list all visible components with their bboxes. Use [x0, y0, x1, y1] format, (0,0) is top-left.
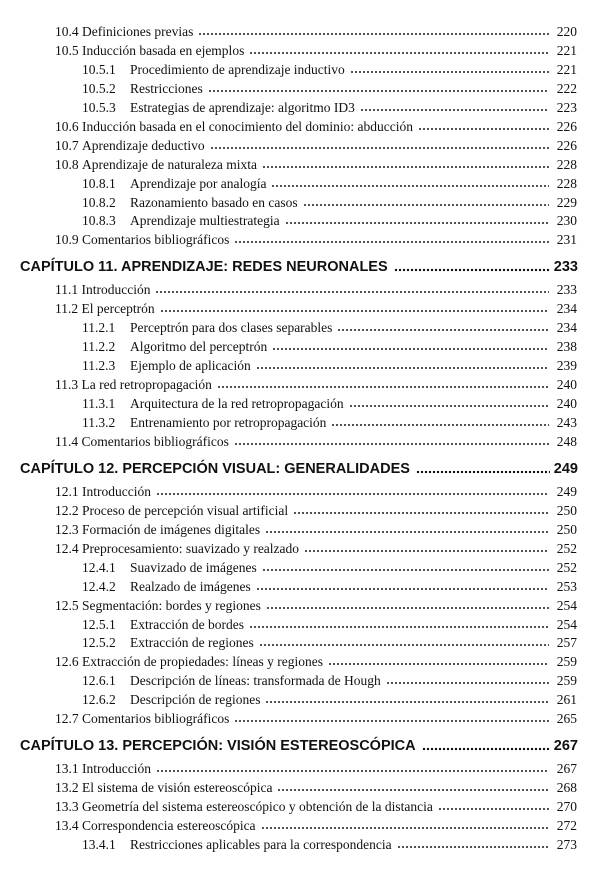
- entry-title: Procedimiento de aprendizaje inductivo: [130, 62, 345, 77]
- entry-number: 11.2: [55, 301, 82, 316]
- chapter-entry: [0, 460, 600, 479]
- toc-entry: [0, 690, 600, 709]
- entry-number: 11.1: [55, 282, 82, 297]
- entry-number: 12.6: [55, 654, 82, 669]
- entry-number: 11.2.3: [82, 358, 119, 373]
- entry-title: Descripción de líneas: transformada de Hough: [130, 673, 381, 688]
- entry-number: 10.5: [55, 43, 82, 58]
- entry-title: Aprendizaje de naturaleza mixta: [82, 157, 258, 172]
- toc-entry: [0, 174, 600, 193]
- entry-number: 12.5.2: [82, 635, 120, 650]
- entry-number: 13.2: [55, 780, 82, 795]
- page-number: 221: [556, 62, 577, 77]
- entry-title: Perceptrón para dos clases separables: [130, 320, 333, 335]
- page-number: 226: [556, 119, 577, 134]
- entry-number: 10.8.2: [82, 195, 120, 210]
- page-number: 234: [556, 301, 577, 316]
- entry-title: Algoritmo del perceptrón: [130, 339, 268, 354]
- toc-entry: [0, 558, 600, 577]
- dot-leader: [256, 366, 549, 370]
- entry-title: Entrenamiento por retropropagación: [130, 415, 327, 430]
- page-number: 267: [556, 761, 577, 776]
- page-number: 228: [556, 157, 577, 172]
- entry-title: Aprendizaje deductivo: [82, 138, 205, 153]
- entry-number: 13.4: [55, 818, 82, 833]
- toc-entry: [0, 394, 600, 413]
- dot-leader: [262, 568, 549, 572]
- page-number: 265: [556, 711, 577, 726]
- page-number: 240: [556, 377, 577, 392]
- dot-leader: [234, 240, 549, 244]
- toc-entry: [0, 117, 600, 136]
- entry-title: Inducción basada en el conocimiento del dominio: abducción: [82, 119, 414, 134]
- toc-entry: [0, 652, 600, 671]
- entry-number: 12.3: [55, 522, 82, 537]
- dot-leader: [261, 826, 549, 830]
- toc-entry: [0, 318, 600, 337]
- entry-title: Estrategias de aprendizaje: algoritmo ID3: [130, 100, 355, 115]
- entry-number: 11.3.2: [82, 415, 119, 430]
- entry-number: 11.4: [55, 434, 82, 449]
- toc-entry: [0, 356, 600, 375]
- page-number: 230: [556, 213, 577, 228]
- toc-entry: [0, 193, 600, 212]
- entry-number: 11.2.1: [82, 320, 119, 335]
- dot-leader: [360, 108, 549, 112]
- entry-title: Definiciones previas: [82, 24, 194, 39]
- page-number: 221: [556, 43, 577, 58]
- page-number: 234: [556, 320, 577, 335]
- toc-entry: [0, 539, 600, 558]
- toc-entry: [0, 22, 600, 41]
- page-number: 243: [556, 415, 577, 430]
- page-number: 238: [556, 339, 577, 354]
- entry-title: Extracción de bordes: [130, 617, 244, 632]
- entry-title: El sistema de visión estereoscópica: [82, 780, 273, 795]
- entry-number: 10.8.3: [82, 213, 120, 228]
- entry-number: 12.7: [55, 711, 82, 726]
- entry-title: Suavizado de imágenes: [130, 560, 257, 575]
- toc-entry: [0, 337, 600, 356]
- page-number: 223: [556, 100, 577, 115]
- entry-number: 10.9: [55, 232, 82, 247]
- page-number: 249: [553, 461, 578, 477]
- dot-leader: [259, 643, 549, 647]
- toc-entry: [0, 60, 600, 79]
- dot-leader: [265, 700, 549, 704]
- toc-entry: [0, 816, 600, 835]
- page-number: 250: [556, 522, 577, 537]
- page-number: 226: [556, 138, 577, 153]
- entry-title: Introducción: [81, 282, 151, 297]
- entry-title: Preprocesamiento: suavizado y realzado: [82, 541, 300, 556]
- entry-title: Ejemplo de aplicación: [130, 358, 251, 373]
- dot-leader: [328, 662, 549, 666]
- page-number: 250: [556, 503, 577, 518]
- entry-title: El perceptrón: [81, 301, 155, 316]
- entry-number: 13.4.1: [82, 837, 120, 852]
- dot-leader: [304, 549, 549, 553]
- entry-title: Geometría del sistema estereoscópico y obtención de la distancia: [82, 799, 433, 814]
- toc-entry: [0, 299, 600, 318]
- dot-leader: [210, 146, 549, 150]
- toc-entry: [0, 615, 600, 634]
- entry-title: Aprendizaje multiestrategia: [130, 213, 280, 228]
- page-number: 261: [556, 692, 577, 707]
- toc-entry: [0, 280, 600, 299]
- dot-leader: [418, 127, 549, 131]
- toc-entry: [0, 41, 600, 60]
- page-number: 254: [556, 598, 577, 613]
- entry-title: Comentarios bibliográficos: [81, 434, 229, 449]
- page-number: 233: [553, 259, 578, 275]
- toc-entry: [0, 155, 600, 174]
- toc-entry: [0, 501, 600, 520]
- entry-number: 11.3.1: [82, 396, 119, 411]
- dot-leader: [234, 719, 549, 723]
- entry-number: 11.3: [55, 377, 82, 392]
- page-number: 231: [556, 232, 577, 247]
- entry-number: 10.7: [55, 138, 82, 153]
- dot-leader: [397, 845, 549, 849]
- entry-number: 10.8.1: [82, 176, 120, 191]
- entry-title: Restricciones aplicables para la correspondencia: [130, 837, 392, 852]
- entry-title: Descripción de regiones: [130, 692, 261, 707]
- dot-leader: [303, 203, 549, 207]
- toc-entry: [0, 709, 600, 728]
- entry-title: Segmentación: bordes y regiones: [82, 598, 261, 613]
- dot-leader: [256, 587, 549, 591]
- dot-leader: [422, 747, 550, 751]
- entry-number: 13.3: [55, 799, 82, 814]
- entry-title: Comentarios bibliográficos: [82, 232, 230, 247]
- entry-title: Arquitectura de la red retropropagación: [130, 396, 344, 411]
- page-number: 259: [556, 673, 577, 688]
- dot-leader: [160, 309, 549, 313]
- chapter-entry: [0, 737, 600, 756]
- toc-entry: [0, 835, 600, 854]
- entry-title: Razonamiento basado en casos: [130, 195, 298, 210]
- toc-entry: [0, 577, 600, 596]
- entry-number: 11.2.2: [82, 339, 119, 354]
- page-number: 259: [556, 654, 577, 669]
- chapter-title: CAPÍTULO 11. APRENDIZAJE: REDES NEURONALES: [20, 259, 388, 275]
- entry-number: 12.5: [55, 598, 82, 613]
- dot-leader: [271, 184, 549, 188]
- entry-title: Introducción: [82, 484, 151, 499]
- toc-entry: [0, 759, 600, 778]
- page-number: 240: [556, 396, 577, 411]
- dot-leader: [416, 470, 550, 474]
- entry-number: 10.5.3: [82, 100, 120, 115]
- entry-number: 12.6.1: [82, 673, 120, 688]
- dot-leader: [293, 511, 549, 515]
- dot-leader: [208, 89, 549, 93]
- entry-number: 12.4: [55, 541, 82, 556]
- entry-title: Correspondencia estereoscópica: [82, 818, 256, 833]
- toc-entry: [0, 413, 600, 432]
- page-number: 253: [556, 579, 577, 594]
- page-number: 272: [556, 818, 577, 833]
- chapter-title: CAPÍTULO 12. PERCEPCIÓN VISUAL: GENERALIDADES: [20, 461, 410, 477]
- dot-leader: [386, 681, 549, 685]
- entry-title: Extracción de regiones: [130, 635, 254, 650]
- entry-number: 12.1: [55, 484, 82, 499]
- entry-title: Proceso de percepción visual artificial: [82, 503, 289, 518]
- toc-entry: [0, 432, 600, 451]
- dot-leader: [272, 347, 549, 351]
- entry-number: 10.5.2: [82, 81, 120, 96]
- toc-entry: [0, 596, 600, 615]
- chapter-entry: [0, 258, 600, 277]
- entry-number: 10.4: [55, 24, 82, 39]
- toc-entry: [0, 211, 600, 230]
- page-number: 233: [556, 282, 577, 297]
- toc-entry: [0, 633, 600, 652]
- dot-leader: [249, 51, 549, 55]
- entry-title: Aprendizaje por analogía: [130, 176, 267, 191]
- toc-entry: [0, 797, 600, 816]
- dot-leader: [156, 769, 549, 773]
- entry-number: 12.2: [55, 503, 82, 518]
- toc-entry: [0, 136, 600, 155]
- toc-entry: [0, 230, 600, 249]
- page-number: 248: [556, 434, 577, 449]
- dot-leader: [394, 268, 550, 272]
- dot-leader: [337, 328, 549, 332]
- entry-number: 12.4.2: [82, 579, 120, 594]
- page-number: 222: [556, 81, 577, 96]
- dot-leader: [266, 606, 549, 610]
- entry-title: Comentarios bibliográficos: [82, 711, 230, 726]
- dot-leader: [249, 625, 549, 629]
- toc-entry: [0, 778, 600, 797]
- entry-title: Realzado de imágenes: [130, 579, 251, 594]
- toc-entry: [0, 671, 600, 690]
- entry-number: 12.4.1: [82, 560, 120, 575]
- dot-leader: [331, 423, 549, 427]
- page-number: 249: [556, 484, 577, 499]
- dot-leader: [217, 385, 549, 389]
- dot-leader: [155, 290, 549, 294]
- dot-leader: [198, 32, 549, 36]
- toc-entry: [0, 79, 600, 98]
- dot-leader: [265, 530, 549, 534]
- page-number: 228: [556, 176, 577, 191]
- entry-number: 10.8: [55, 157, 82, 172]
- entry-title: Formación de imágenes digitales: [82, 522, 261, 537]
- page-number: 239: [556, 358, 577, 373]
- page-number: 220: [556, 24, 577, 39]
- page-number: 252: [556, 541, 577, 556]
- page-number: 273: [556, 837, 577, 852]
- page-number: 268: [556, 780, 577, 795]
- dot-leader: [234, 442, 549, 446]
- dot-leader: [438, 807, 549, 811]
- toc-entry: [0, 482, 600, 501]
- chapter-title: CAPÍTULO 13. PERCEPCIÓN: VISIÓN ESTEREOSCÓPICA: [20, 738, 416, 754]
- entry-number: 10.5.1: [82, 62, 120, 77]
- page-number: 270: [556, 799, 577, 814]
- page-number: 254: [556, 617, 577, 632]
- entry-number: 12.6.2: [82, 692, 120, 707]
- page-number: 257: [556, 635, 577, 650]
- toc-entry: [0, 98, 600, 117]
- entry-number: 13.1: [55, 761, 82, 776]
- entry-title: Introducción: [82, 761, 151, 776]
- page-number: 229: [556, 195, 577, 210]
- toc-entry: [0, 520, 600, 539]
- dot-leader: [350, 70, 549, 74]
- dot-leader: [156, 492, 549, 496]
- entry-title: Inducción basada en ejemplos: [82, 43, 245, 58]
- dot-leader: [277, 788, 549, 792]
- entry-title: La red retropropagación: [81, 377, 212, 392]
- dot-leader: [285, 221, 549, 225]
- dot-leader: [262, 165, 549, 169]
- entry-number: 12.5.1: [82, 617, 120, 632]
- entry-title: Restricciones: [130, 81, 203, 96]
- toc-entry: [0, 375, 600, 394]
- page-number: 267: [553, 738, 578, 754]
- entry-title: Extracción de propiedades: líneas y regiones: [82, 654, 324, 669]
- page-number: 252: [556, 560, 577, 575]
- entry-number: 10.6: [55, 119, 82, 134]
- dot-leader: [349, 404, 549, 408]
